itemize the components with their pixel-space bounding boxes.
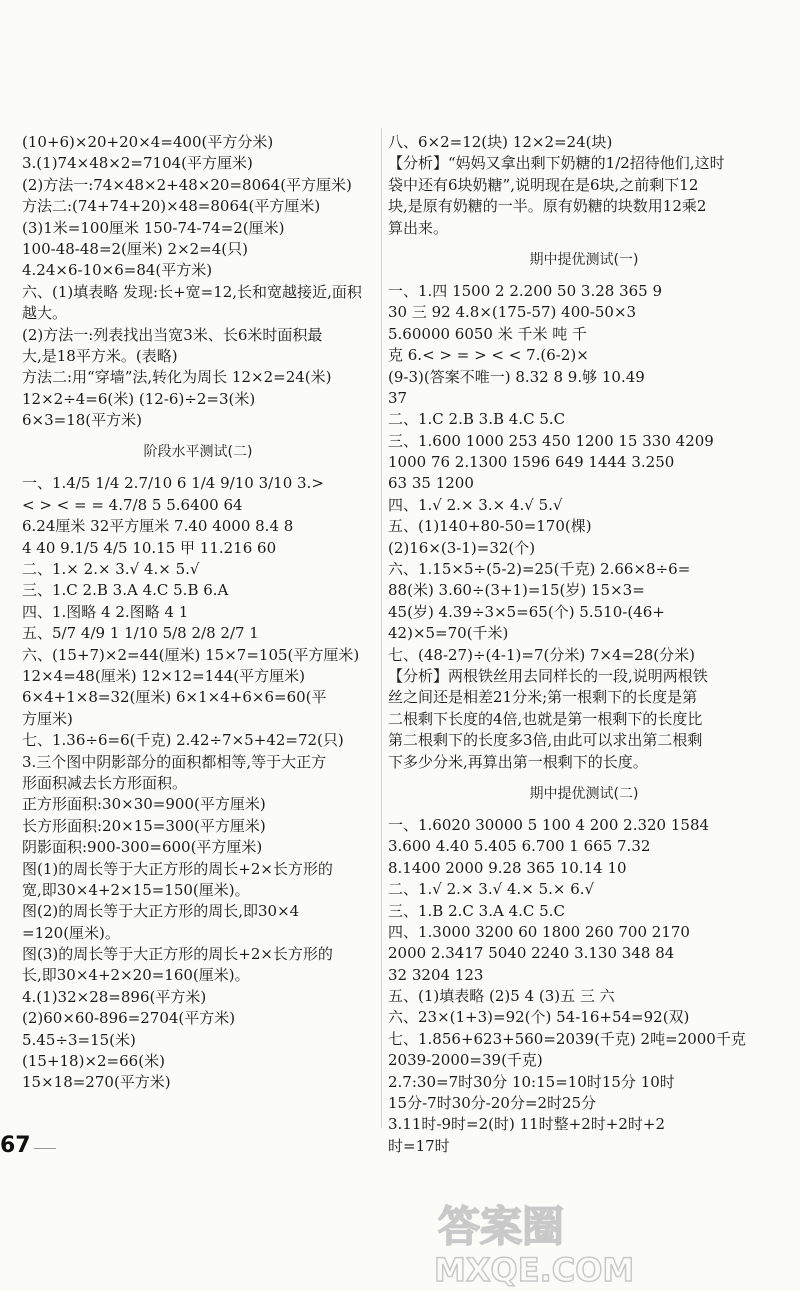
left-answer-line: 大,是18平方米。(表略)	[22, 346, 178, 365]
left-answer-line: 6×3=18(平方米)	[22, 411, 143, 430]
left-answer-line: 六、(1)填表略 发现:长+宽=12,长和宽越接近,面积	[22, 282, 362, 301]
right-answer-line: 六、1.15×5÷(5-2)=25(千克) 2.66×8÷6=	[388, 560, 691, 579]
right-answer-line: 42)×5=70(千米)	[388, 624, 509, 643]
left-answer-line: 阴影面积:900-300=600(平方厘米)	[22, 838, 263, 857]
section-title: 阶段水平测试(二)	[143, 444, 253, 461]
watermark-line1: 答案圈	[438, 1202, 565, 1251]
left-answer-line: 15×18=270(平方米)	[22, 1073, 171, 1092]
right-answer-line: 3.600 4.40 5.405 6.700 1 665 7.32	[388, 837, 651, 856]
page-number-rule	[34, 1148, 56, 1149]
right-answer-line: 8.1400 2000 9.28 365 10.14 10	[388, 858, 627, 877]
left-answer-line: 12×4=48(厘米) 12×12=144(平方厘米)	[22, 666, 305, 685]
right-answer-line: 七、1.856+623+560=2039(千克) 2吨=2000千克	[388, 1029, 746, 1048]
right-answer-line: 【分析】两根铁丝用去同样长的一段,说明两根铁	[388, 666, 708, 685]
right-answer-line: 算出来。	[388, 218, 449, 237]
right-answer-line: 四、1.3000 3200 60 1800 260 700 2170	[388, 922, 690, 941]
right-answer-line: 第二根剩下的长度多3倍,由此可以求出第二根剩	[388, 731, 703, 750]
left-answer-line: 七、1.36÷6=6(千克) 2.42÷7×5+42=72(只)	[22, 731, 344, 750]
right-answer-line: 块,是原有奶糖的一半。原有奶糖的块数用12乘2	[388, 197, 707, 216]
watermark-logo	[428, 1195, 788, 1287]
right-answer-line: 30 三 92 4.8×(175-57) 400-50×3	[388, 303, 637, 322]
left-answer-line: 长,即30×4+2×20=160(厘米)。	[22, 966, 250, 985]
left-answer-line: 图(3)的周长等于大正方形的周长+2×长方形的	[22, 945, 333, 964]
left-answer-line: 3.(1)74×48×2=7104(平方厘米)	[22, 154, 253, 173]
left-answer-line: 六、(15+7)×2=44(厘米) 15×7=105(平方厘米)	[22, 645, 360, 664]
left-answer-line: (10+6)×20+20×4=400(平方分米)	[22, 133, 274, 151]
left-answer-line: 12×2÷4=6(米) (12-6)÷2=3(米)	[22, 389, 256, 408]
left-answer-line: 4.24×6-10×6=84(平方米)	[22, 261, 213, 280]
left-answer-line: =120(厘米)。	[22, 923, 120, 942]
left-answer-line: 4 40 9.1/5 4/5 10.15 甲 11.216 60	[22, 538, 277, 557]
right-answer-line: 1000 76 2.1300 1596 649 1444 3.250	[388, 453, 675, 472]
left-answer-line: 100-48-48=2(厘米) 2×2=4(只)	[22, 239, 248, 258]
right-answer-line: 二、1.C 2.B 3.B 4.C 5.C	[388, 410, 566, 429]
column-divider	[381, 128, 382, 1128]
right-answer-line: 【分析】“妈妈又拿出剩下奶糖的1/2招待他们,这时	[388, 154, 725, 173]
right-answer-line: 克 6.< > = > < < 7.(6-2)×	[388, 346, 589, 365]
left-answer-line: (3)1米=100厘米 150-74-74=2(厘米)	[22, 218, 285, 237]
left-column	[22, 132, 374, 1094]
left-answer-line: 6×4+1×8=32(厘米) 6×1×4+6×6=60(平	[22, 688, 327, 707]
right-answer-line: 五、(1)140+80-50=170(棵)	[388, 517, 592, 536]
watermark-line2: MXQE.COM	[434, 1251, 635, 1287]
right-answer-line: 一、1.四 1500 2 2.200 50 3.28 365 9	[388, 281, 663, 300]
left-answer-line: (2)方法一:74×48×2+48×20=8064(平方厘米)	[22, 175, 352, 194]
left-answer-line: 一、1.4/5 1/4 2.7/10 6 1/4 9/10 3/10 3.>	[22, 474, 324, 493]
left-answer-line: 长方形面积:20×15=300(平方厘米)	[22, 816, 266, 835]
left-answer-line: 图(2)的周长等于大正方形的周长,即30×4	[22, 902, 300, 921]
left-answer-line: 方法二:(74+74+20)×48=8064(平方厘米)	[22, 197, 321, 216]
right-answer-line: 32 3204 123	[388, 965, 484, 984]
right-answer-line: 5.60000 6050 米 千米 吨 千	[388, 324, 588, 343]
left-answer-line: 正方形面积:30×30=900(平方厘米)	[22, 795, 266, 814]
section-title: 期中提优测试(二)	[529, 785, 639, 802]
page-number: 67	[0, 1133, 31, 1158]
right-answer-line: 七、(48-27)÷(4-1)=7(分米) 7×4=28(分米)	[388, 645, 695, 664]
left-answer-line: 越大。	[22, 304, 68, 323]
left-answer-line: 三、1.C 2.B 3.A 4.C 5.B 6.A	[22, 581, 229, 600]
right-answer-line: 37	[388, 388, 408, 407]
left-answer-line: (2)方法一:列表找出当宽3米、长6米时面积最	[22, 325, 323, 344]
left-answer-line: 形面积减去长方形面积。	[22, 773, 188, 792]
right-answer-line: 八、6×2=12(块) 12×2=24(块)	[388, 133, 613, 151]
left-answer-line: 5.45÷3=15(米)	[22, 1030, 136, 1049]
right-answer-line: 2039-2000=39(千克)	[388, 1051, 543, 1070]
right-answer-line: 时=17时	[388, 1136, 450, 1155]
right-answer-line: 三、1.600 1000 253 450 1200 15 330 4209	[388, 431, 714, 450]
right-answer-line: 六、23×(1+3)=92(个) 54-16+54=92(双)	[388, 1008, 690, 1027]
left-answer-line: 6.24厘米 32平方厘米 7.40 4000 8.4 8	[22, 517, 294, 536]
left-answer-line: 二、1.× 2.× 3.√ 4.× 5.√	[22, 560, 200, 579]
right-answer-line: 2000 2.3417 5040 2240 3.130 348 84	[388, 944, 675, 963]
right-answer-line: 五、(1)填表略 (2)5 4 (3)五 三 六	[388, 987, 615, 1006]
right-answer-line: 45(岁) 4.39÷3×5=65(个) 5.510-(46+	[388, 602, 665, 621]
left-answer-line: 方法二:用“穿墙”法,转化为周长 12×2=24(米)	[22, 368, 332, 387]
right-answer-line: 15分-7时30分-20分=2时25分	[388, 1094, 597, 1113]
left-answer-line: 图(1)的周长等于大正方形的周长+2×长方形的	[22, 859, 333, 878]
section-title: 期中提优测试(一)	[529, 251, 639, 268]
right-answer-line: 丝之间还是相差21分米;第一根剩下的长度是第	[388, 688, 698, 707]
right-answer-line: (2)16×(3-1)=32(个)	[388, 538, 536, 557]
right-answer-line: 二、1.√ 2.× 3.√ 4.× 5.× 6.√	[388, 880, 595, 899]
left-answer-line: 四、1.图略 4 2.图略 4 1	[22, 602, 189, 621]
right-answer-line: 3.11时-9时=2(时) 11时整+2时+2时+2	[388, 1115, 666, 1134]
right-answer-line: 四、1.√ 2.× 3.× 4.√ 5.√	[388, 495, 563, 514]
right-column	[388, 132, 780, 1157]
left-answer-line: < > < = = 4.7/8 5 5.6400 64	[22, 495, 243, 514]
right-answer-line: 二根剩下长度的4倍,也就是第一根剩下的长度比	[388, 709, 703, 728]
left-answer-line: (2)60×60-896=2704(平方米)	[22, 1009, 236, 1028]
right-answer-line: (9-3)(答案不唯一) 8.32 8 9.够 10.49	[388, 367, 645, 386]
left-answer-line: 3.三个图中阴影部分的面积都相等,等于大正方	[22, 752, 327, 771]
right-answer-line: 下多少分米,再算出第一根剩下的长度。	[388, 752, 648, 771]
right-answer-line: 63 35 1200	[388, 474, 474, 493]
left-answer-line: 方厘米)	[22, 709, 73, 728]
left-answer-line: 4.(1)32×28=896(平方米)	[22, 987, 207, 1006]
left-answer-line: 五、5/7 4/9 1 1/10 5/8 2/8 2/7 1	[22, 624, 259, 643]
right-answer-line: 三、1.B 2.C 3.A 4.C 5.C	[388, 901, 565, 920]
right-answer-line: 2.7:30=7时30分 10:15=10时15分 10时	[388, 1072, 675, 1091]
right-answer-line: 一、1.6020 30000 5 100 4 200 2.320 1584	[388, 815, 710, 834]
right-answer-line: 88(米) 3.60÷(3+1)=15(岁) 15×3=	[388, 581, 645, 600]
left-answer-line: (15+18)×2=66(米)	[22, 1052, 165, 1071]
right-answer-line: 袋中还有6块奶糖”,说明现在是6块,之前剩下12	[388, 175, 699, 194]
left-answer-line: 宽,即30×4+2×15=150(厘米)。	[22, 880, 250, 899]
